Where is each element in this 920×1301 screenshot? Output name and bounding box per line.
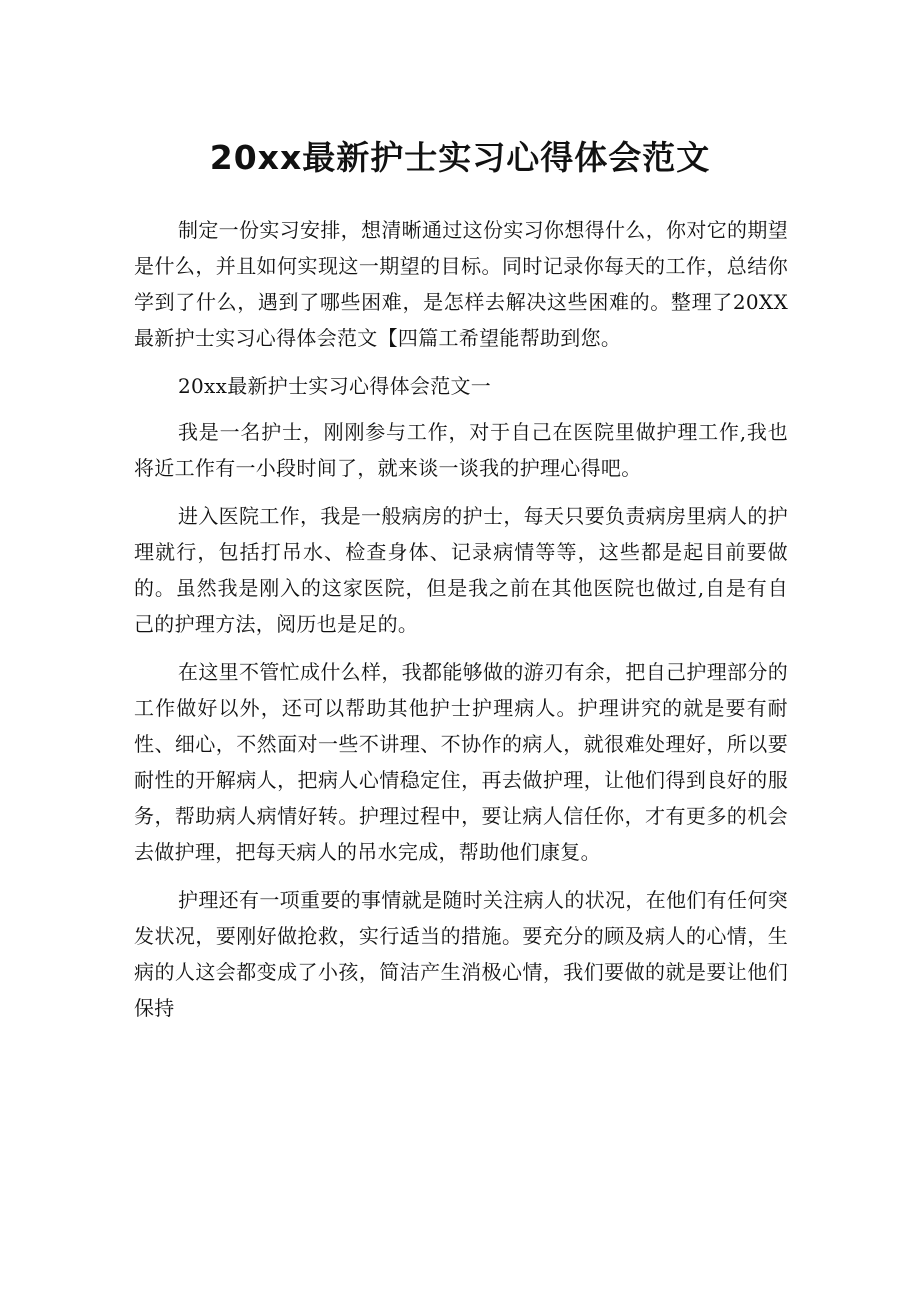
body-paragraph: 我是一名护士，刚刚参与工作，对于自己在医院里做护理工作,我也将近工作有一小段时间了，就来谈一谈我的护理心得吧。 [134,420,788,480]
document-title: 20xx最新护士实习心得体会范文 [209,138,711,177]
section-heading: 20xx最新护士实习心得体会范文一 [178,374,492,398]
body-paragraph: 护理还有一项重要的事情就是随时关注病人的状况，在他们有任何突发状况，要刚好做抢救，实行适当的措施。要充分的顾及病人的心情，生病的人这会都变成了小孩，简洁产生消极心情，我们要做的就是要让他们保持 [134,888,788,1020]
body-paragraph: 在这里不管忙成什么样，我都能够做的游刃有余，把自己护理部分的工作做好以外，还可以帮助其他护士护理病人。护理讲究的就是要有耐性、细心，不然面对一些不讲理、不协作的病人，就很难处理好，所以要耐性的开解病人，把病人心情稳定住，再去做护理，让他们得到良好的服务，帮助病人病情好转。护理过程中，要让病人信任你，才有更多的机会去做护理，把每天病人的吊水完成，帮助他们康复。 [134,660,788,864]
intro-paragraph: 制定一份实习安排，想清晰通过这份实习你想得什么，你对它的期望是什么，并且如何实现这一期望的目标。同时记录你每天的工作，总结你学到了什么，遇到了哪些困难，是怎样去解决这些困难的。整理了20XX最新护士实习心得体会范文【四篇工希望能帮助到您。 [134,218,788,350]
document-body [134,212,788,1038]
body-paragraph: 进入医院工作，我是一般病房的护士，每天只要负责病房里病人的护理就行，包括打吊水、检查身体、记录病情等等，这些都是起目前要做的。虽然我是刚入的这家医院，但是我之前在其他医院也做过,自是有自己的护理方法，阅历也是足的。 [134,504,788,636]
